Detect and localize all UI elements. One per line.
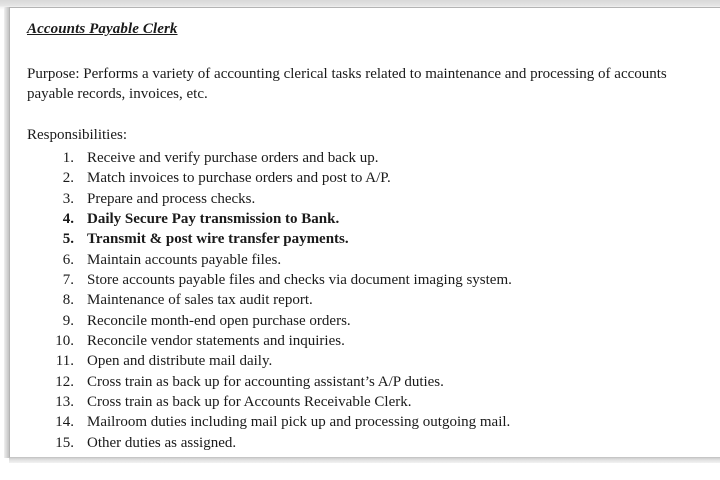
list-item-label: Transmit & post wire transfer payments. [87, 231, 349, 248]
list-item-label: Reconcile vendor statements and inquiries. [87, 332, 345, 349]
list-item [24, 372, 700, 392]
list-item [24, 331, 700, 351]
list-item-number: 15. [55, 434, 74, 451]
list-item-label: Open and distribute mail daily. [87, 353, 273, 370]
list-item-number: 4. [62, 211, 74, 228]
document-body [10, 8, 720, 453]
list-item-number: 1. [62, 150, 74, 167]
list-item-number: 12. [55, 373, 74, 390]
list-item [24, 392, 700, 412]
list-item [24, 209, 700, 229]
list-item-label: Cross train as back up for accounting assistant’s A/P duties. [87, 373, 444, 390]
list-item-number: 11. [55, 353, 74, 370]
list-item-number: 7. [62, 272, 74, 289]
list-item-label: Cross train as back up for Accounts Receivable Clerk. [87, 393, 412, 410]
list-item-label: Reconcile month-end open purchase orders. [87, 312, 351, 329]
document-title-row [24, 20, 700, 39]
list-item-label: Maintenance of sales tax audit report. [87, 292, 313, 309]
list-item [24, 290, 700, 310]
page-bottom-shadow [9, 458, 720, 463]
list-item-number: 14. [55, 414, 74, 431]
list-item [24, 351, 700, 371]
list-item-label: Match invoices to purchase orders and post to A/P. [87, 170, 391, 187]
list-item-number: 2. [62, 170, 74, 187]
list-item-number: 10. [55, 332, 74, 349]
page-title: Accounts Payable Clerk [27, 21, 178, 37]
list-item-label: Receive and verify purchase orders and back up. [87, 150, 379, 167]
list-item [24, 168, 700, 188]
list-item-number: 8. [62, 292, 74, 309]
list-item-label: Prepare and process checks. [87, 190, 256, 207]
list-item-number: 6. [62, 251, 74, 268]
list-item-label: Maintain accounts payable files. [87, 251, 282, 268]
document-page [9, 7, 720, 458]
responsibilities-heading: Responsibilities: [27, 127, 128, 144]
list-item-number: 5. [62, 231, 74, 248]
list-item [24, 189, 700, 209]
list-item [24, 270, 700, 290]
list-item-label: Store accounts payable files and checks via document imaging system. [87, 272, 512, 289]
list-item [24, 311, 700, 331]
responsibilities-list [24, 148, 700, 453]
list-item [24, 250, 700, 270]
list-item-label: Other duties as assigned. [87, 434, 237, 451]
list-item [24, 433, 700, 453]
purpose-paragraph: Purpose: Performs a variety of accounting clerical tasks related to maintenance and processing of accounts payable records, invoices, etc. [27, 65, 667, 102]
list-item [24, 148, 700, 168]
list-item-number: 9. [62, 312, 74, 329]
list-item [24, 412, 700, 432]
list-item-number: 3. [62, 190, 74, 207]
list-item-number: 13. [55, 393, 74, 410]
list-item-label: Daily Secure Pay transmission to Bank. [87, 211, 340, 228]
list-item-label: Mailroom duties including mail pick up and processing outgoing mail. [87, 414, 511, 431]
list-item [24, 229, 700, 249]
